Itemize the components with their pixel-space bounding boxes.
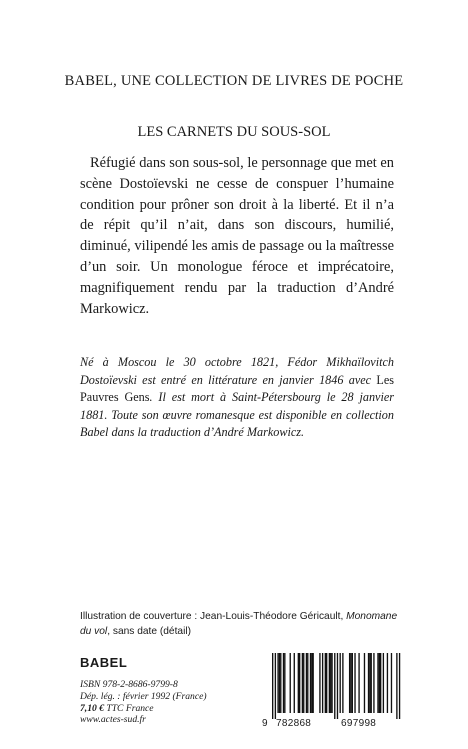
barcode-bar: [369, 653, 370, 713]
barcode-bar: [325, 653, 326, 713]
barcode-bar: [280, 653, 281, 713]
barcode-bar: [275, 653, 276, 719]
barcode-bar: [322, 653, 323, 713]
illustration-credit-suffix: , sans date (détail): [107, 626, 191, 637]
isbn: ISBN 978-2-8686-9799-8: [80, 679, 178, 690]
barcode-bar: [368, 653, 369, 713]
barcode-bar: [303, 653, 304, 713]
barcode-bar: [371, 653, 372, 713]
illustration-credit-prefix: Illustration de couverture : Jean-Louis-Théodore Géricault,: [80, 611, 347, 622]
author-bio-part1: Né à Moscou le 30 octobre 1821, Fédor Mikhaïlovitch Dostoïevski est entré en littérature en janvier 1846 avec: [80, 355, 394, 387]
author-bio-part2: . Il est mort à Saint-Pétersbourg le 28 janvier 1881. Toute son œuvre romanesque est disponible en collection Babel dans la traduction d’André Markowicz.: [80, 390, 394, 440]
barcode-bar: [377, 653, 378, 713]
author-bio: [80, 354, 394, 442]
barcode-bar: [290, 653, 291, 713]
barcode-bar: [334, 653, 335, 719]
price-suffix: TTC France: [103, 702, 154, 714]
barcode-bar: [383, 653, 384, 713]
barcode-bar: [307, 653, 308, 713]
barcode-bar: [272, 653, 273, 719]
publisher-name: BABEL: [80, 655, 128, 670]
website: www.actes-sud.fr: [80, 714, 146, 726]
book-title: LES CARNETS DU SOUS-SOL: [137, 124, 331, 140]
barcode-bar: [342, 653, 343, 713]
barcode-group-2: 697998: [341, 718, 377, 729]
series-line: BABEL, UNE COLLECTION DE LIVRES DE POCHE: [64, 73, 404, 89]
author-bio-work-title: Les Pauvres Gens: [80, 372, 394, 405]
barcode-bar: [380, 653, 381, 713]
barcode-group-1: 782868: [276, 718, 312, 729]
barcode-bar: [302, 653, 303, 713]
barcode-bar: [283, 653, 284, 713]
barcode-bar: [387, 653, 388, 713]
barcode-bars: [262, 653, 406, 719]
publication-meta: [80, 679, 207, 726]
barcode-bar: [352, 653, 353, 713]
barcode-bar: [319, 653, 320, 713]
barcode-bar: [337, 653, 338, 719]
barcode-bar: [330, 653, 331, 713]
price-line: [80, 703, 207, 715]
barcode-bar: [349, 653, 350, 713]
illustration-credit-work: Monomane du vol: [80, 611, 398, 637]
barcode-bar: [354, 653, 355, 713]
barcode-bar: [313, 653, 314, 713]
barcode-bar: [373, 653, 374, 713]
barcode-bar: [396, 653, 397, 719]
barcode-bar: [326, 653, 327, 713]
barcode-bar: [340, 653, 341, 713]
depot-legal: Dép. lég. : février 1992 (France): [80, 690, 207, 702]
barcode-bar: [298, 653, 299, 713]
barcode-bar: [358, 653, 359, 713]
barcode-bar: [329, 653, 330, 713]
barcode-bar: [294, 653, 295, 713]
illustration-credit: [80, 609, 398, 639]
blurb-paragraph: Réfugié dans son sous-sol, le personnage que met en scène Dostoïevski ne cesse de conspuer l’humaine condition pour prôner son droit à la liberté. Et il n’a de répit qu’il n’ait, dans son discours, humilié, diminué, vilipendé les amis de passage ou la maîtresse d’un soir. Un monologue féroce et imprécatoire, magnifiquement rendu par la traduction d’André Markowicz.: [80, 155, 394, 317]
barcode-lead-digit: 9: [262, 718, 268, 729]
barcode-bar: [279, 653, 280, 713]
barcode-bar: [311, 653, 312, 713]
barcode-bar: [391, 653, 392, 713]
barcode-bar: [379, 653, 380, 713]
barcode-bar: [299, 653, 300, 713]
barcode-bar: [399, 653, 400, 719]
barcode-bar: [310, 653, 311, 713]
barcode-bar: [277, 653, 278, 713]
barcode-bar: [350, 653, 351, 713]
price: 7,10 €: [80, 702, 104, 714]
barcode-bar: [331, 653, 332, 713]
barcode-bar: [364, 653, 365, 713]
barcode-bar: [284, 653, 285, 713]
barcode-bar: [306, 653, 307, 713]
